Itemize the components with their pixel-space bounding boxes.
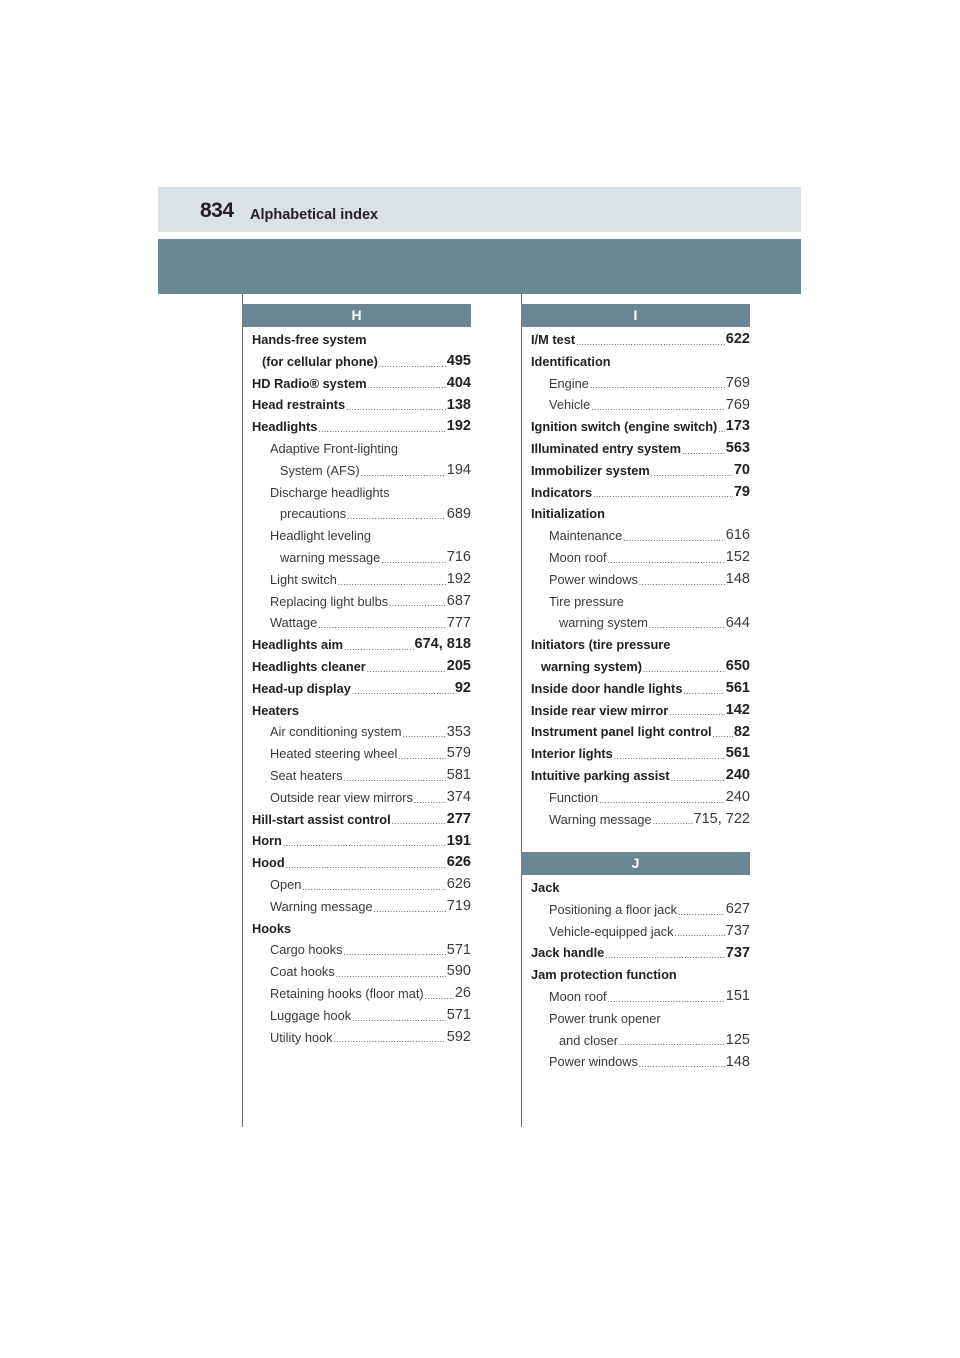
dot-leader — [590, 382, 725, 390]
entry-page: 92 — [454, 680, 471, 697]
dot-leader — [368, 382, 446, 390]
entry-page: 590 — [446, 963, 471, 980]
dot-leader — [678, 909, 725, 917]
entry-page: 644 — [725, 614, 750, 631]
entry-label: Heated steering wheel — [270, 746, 398, 762]
entry-page: 148 — [725, 571, 750, 588]
entry-page: 627 — [725, 901, 750, 918]
section-letter-i: I — [521, 304, 750, 327]
index-entry — [252, 981, 471, 1003]
index-entry — [531, 962, 750, 984]
index-entry — [252, 436, 471, 458]
entry-page: 138 — [446, 396, 471, 413]
entry-label: Adaptive Front-lighting — [270, 440, 399, 456]
index-entry — [252, 523, 471, 545]
dot-leader — [398, 753, 445, 761]
index-entry — [531, 392, 750, 414]
index-entry — [252, 807, 471, 829]
dot-leader — [576, 339, 725, 347]
dot-leader — [591, 404, 725, 412]
entry-label: Power trunk opener — [549, 1010, 661, 1026]
index-entry — [531, 523, 750, 545]
dot-leader — [361, 470, 446, 478]
entry-page: 715, 722 — [693, 810, 750, 827]
entry-label: I/M test — [531, 332, 576, 347]
entry-page: 674, 818 — [414, 636, 471, 653]
index-entry — [252, 741, 471, 763]
right-column-rule — [521, 294, 522, 1127]
dot-leader — [381, 557, 446, 565]
entry-page: 579 — [446, 745, 471, 762]
index-entry — [531, 741, 750, 763]
entry-label: Headlights aim — [252, 637, 344, 653]
entry-label: Intuitive parking assist — [531, 767, 670, 783]
section-letter-h: H — [242, 304, 471, 327]
dot-leader — [653, 818, 693, 826]
dot-leader — [619, 1039, 725, 1047]
index-entry — [252, 763, 471, 785]
entry-page: 173 — [725, 418, 750, 435]
dot-leader — [334, 1036, 446, 1044]
entry-page: 277 — [446, 810, 471, 827]
entry-label: Initialization — [531, 506, 605, 522]
dot-leader — [379, 361, 446, 369]
entry-label: Immobilizer system — [531, 462, 650, 478]
dot-leader — [608, 996, 725, 1004]
dot-leader — [605, 952, 725, 960]
entry-page: 622 — [725, 331, 750, 348]
entry-label: Hooks — [252, 920, 292, 936]
index-entry — [252, 1003, 471, 1025]
dot-leader — [639, 579, 725, 587]
index-entry — [252, 959, 471, 981]
entry-label: Headlight leveling — [270, 528, 372, 544]
dot-leader — [414, 797, 446, 805]
entry-page: 561 — [725, 745, 750, 762]
entry-page: 777 — [446, 614, 471, 631]
dot-leader — [713, 731, 733, 739]
entry-label: Illuminated entry system — [531, 440, 682, 456]
index-entry — [252, 327, 471, 349]
index-entry — [252, 480, 471, 502]
index-entry — [531, 1006, 750, 1028]
entry-list-i — [531, 327, 750, 828]
dot-leader — [347, 513, 446, 521]
dot-leader — [338, 579, 446, 587]
entry-label: Indicators — [531, 484, 593, 500]
entry-page: 194 — [446, 462, 471, 479]
entry-label: Luggage hook — [270, 1007, 352, 1023]
entry-label: Function — [549, 789, 599, 805]
entry-label: Utility hook — [270, 1029, 333, 1045]
index-entry — [531, 610, 750, 632]
entry-label: Coat hooks — [270, 964, 335, 980]
dot-leader — [599, 797, 725, 805]
entry-label: Positioning a floor jack — [549, 901, 678, 917]
dot-leader — [403, 731, 446, 739]
index-entry — [531, 897, 750, 919]
entry-label: Air conditioning system — [270, 724, 402, 740]
entry-label: System (AFS) — [280, 462, 360, 478]
entry-page: 353 — [446, 723, 471, 740]
index-entry — [252, 828, 471, 850]
entry-page: 626 — [446, 854, 471, 871]
index-entry — [531, 327, 750, 349]
entry-page: 687 — [446, 592, 471, 609]
entry-page: 737 — [725, 922, 750, 939]
entry-label: Inside rear view mirror — [531, 702, 669, 718]
entry-label: Wattage — [270, 615, 318, 631]
entry-label: Power windows — [549, 1054, 638, 1070]
entry-page: 148 — [725, 1053, 750, 1070]
index-entry — [252, 501, 471, 523]
entry-label: warning message — [280, 549, 381, 565]
entry-label: Tire pressure — [549, 593, 624, 609]
entry-page: 716 — [446, 549, 471, 566]
dot-leader — [346, 404, 446, 412]
entry-page: 650 — [725, 658, 750, 675]
entry-label: (for cellular phone) — [262, 353, 378, 369]
entry-page: 689 — [446, 505, 471, 522]
entry-label: Jack — [531, 880, 560, 895]
entry-page: 125 — [725, 1031, 750, 1048]
entry-page: 626 — [446, 876, 471, 893]
entry-page: 240 — [725, 789, 750, 806]
entry-page: 592 — [446, 1028, 471, 1045]
entry-label: Engine — [549, 375, 589, 391]
entry-page: 142 — [725, 701, 750, 718]
index-entry — [531, 875, 750, 897]
entry-label: Seat heaters — [270, 767, 343, 783]
index-entry — [252, 1025, 471, 1047]
entry-label: and closer — [559, 1032, 619, 1048]
index-entry — [531, 501, 750, 523]
dot-leader — [671, 775, 725, 783]
entry-label: Interior lights — [531, 746, 613, 762]
dot-leader — [608, 557, 725, 565]
entry-label: Horn — [252, 833, 282, 849]
index-entry — [252, 850, 471, 872]
header-band — [158, 239, 801, 294]
entry-page: 374 — [446, 789, 471, 806]
entry-list-j — [531, 875, 750, 1071]
dot-leader — [639, 1061, 725, 1069]
entry-label: Jam protection function — [531, 967, 677, 983]
entry-page: 495 — [446, 353, 471, 370]
entry-label: warning system) — [541, 658, 642, 674]
entry-label: Ignition switch (engine switch) — [531, 419, 718, 435]
index-entry — [531, 632, 750, 654]
entry-page: 581 — [446, 767, 471, 784]
index-entry — [252, 545, 471, 567]
index-entry — [531, 984, 750, 1006]
index-entry — [531, 414, 750, 436]
index-entry — [531, 545, 750, 567]
dot-leader — [374, 906, 446, 914]
page-number: 834 — [200, 199, 234, 222]
entry-page: 737 — [725, 944, 750, 961]
entry-label: Vehicle — [549, 397, 591, 413]
entry-page: 404 — [446, 374, 471, 391]
dot-leader — [649, 622, 725, 630]
entry-label: Instrument panel light control — [531, 724, 712, 740]
entry-label: Heaters — [252, 702, 299, 718]
dot-leader — [593, 491, 733, 499]
entry-label: Cargo hooks — [270, 942, 343, 958]
dot-leader — [389, 600, 446, 608]
entry-label: Moon roof — [549, 988, 607, 1004]
dot-leader — [352, 688, 454, 696]
entry-label: Hands-free system — [252, 332, 367, 347]
entry-label: warning system — [559, 615, 648, 631]
index-entry — [531, 676, 750, 698]
entry-label: Headlights — [252, 419, 318, 435]
entry-label: Vehicle-equipped jack — [549, 923, 674, 939]
index-entry — [531, 940, 750, 962]
index-entry — [252, 632, 471, 654]
entry-label: Initiators (tire pressure — [531, 637, 671, 653]
dot-leader — [344, 644, 414, 652]
dot-leader — [283, 840, 446, 848]
dot-leader — [286, 862, 446, 870]
entry-page: 151 — [725, 988, 750, 1005]
page-header — [158, 187, 801, 232]
entry-label: Inside door handle lights — [531, 680, 683, 696]
left-column-rule — [242, 294, 243, 1127]
index-entry — [531, 785, 750, 807]
entry-label: Warning message — [549, 811, 652, 827]
entry-page: 192 — [446, 418, 471, 435]
entry-label: Replacing light bulbs — [270, 593, 389, 609]
entry-label: Head restraints — [252, 397, 346, 413]
index-entry — [531, 654, 750, 676]
index-entry — [252, 654, 471, 676]
entry-page: 719 — [446, 898, 471, 915]
entry-page: 571 — [446, 1007, 471, 1023]
index-entry — [531, 371, 750, 393]
entry-label: precautions — [280, 506, 347, 522]
index-entry — [531, 567, 750, 589]
entry-label: Retaining hooks (floor mat) — [270, 985, 424, 1001]
dot-leader — [675, 930, 725, 938]
dot-leader — [683, 688, 724, 696]
entry-page: 205 — [446, 658, 471, 675]
dot-leader — [344, 949, 446, 957]
entry-label: Head-up display — [252, 680, 351, 696]
entry-label: Jack handle — [531, 945, 605, 961]
entry-page: 191 — [446, 832, 471, 849]
dot-leader — [318, 622, 446, 630]
index-entry — [252, 698, 471, 720]
index-entry — [252, 458, 471, 480]
index-entry — [531, 1028, 750, 1050]
index-entry — [252, 872, 471, 894]
index-entry — [531, 589, 750, 611]
entry-label: Discharge headlights — [270, 484, 390, 500]
index-entry — [252, 719, 471, 741]
entry-label: Light switch — [270, 571, 337, 587]
entry-page: 616 — [725, 527, 750, 544]
index-entry — [252, 894, 471, 916]
index-entry — [252, 785, 471, 807]
section-letter-j: J — [521, 852, 750, 875]
entry-page: 240 — [725, 767, 750, 784]
dot-leader — [336, 971, 446, 979]
entry-page: 70 — [733, 462, 750, 479]
index-entry — [252, 610, 471, 632]
dot-leader — [392, 818, 446, 826]
entry-label: HD Radio® system — [252, 375, 367, 391]
entry-label: Power windows — [549, 571, 638, 587]
index-entry — [252, 392, 471, 414]
dot-leader — [352, 1015, 446, 1023]
entry-list-h — [252, 327, 471, 1046]
dot-leader — [367, 666, 446, 674]
entry-page: 152 — [725, 549, 750, 566]
index-entry — [531, 698, 750, 720]
dot-leader — [623, 535, 725, 543]
dot-leader — [718, 426, 725, 434]
entry-page: 561 — [725, 680, 750, 697]
entry-label: Open — [270, 876, 302, 892]
dot-leader — [344, 775, 446, 783]
index-entry — [252, 567, 471, 589]
entry-page: 769 — [725, 396, 750, 413]
entry-page: 26 — [454, 985, 471, 1002]
dot-leader — [614, 753, 725, 761]
entry-label: Warning message — [270, 898, 373, 914]
index-entry — [531, 480, 750, 502]
index-entry — [252, 349, 471, 371]
index-entry — [252, 414, 471, 436]
entry-label: Hood — [252, 855, 285, 871]
entry-label: Hill-start assist control — [252, 811, 391, 827]
dot-leader — [643, 666, 725, 674]
entry-label: Outside rear view mirrors — [270, 789, 413, 805]
dot-leader — [651, 470, 733, 478]
index-entry — [252, 937, 471, 959]
dot-leader — [669, 709, 725, 717]
dot-leader — [682, 448, 725, 456]
page-title: Alphabetical index — [250, 207, 379, 223]
index-entry — [531, 807, 750, 829]
entry-page: 769 — [725, 374, 750, 391]
index-entry — [531, 1049, 750, 1071]
entry-page: 563 — [725, 440, 750, 457]
entry-label: Identification — [531, 353, 611, 369]
dot-leader — [318, 426, 445, 434]
entry-page: 571 — [446, 941, 471, 958]
index-entry — [252, 371, 471, 393]
index-entry — [252, 589, 471, 611]
dot-leader — [425, 993, 454, 1001]
index-entry — [531, 763, 750, 785]
index-entry — [252, 676, 471, 698]
entry-label: Moon roof — [549, 549, 607, 565]
entry-page: 79 — [733, 483, 750, 500]
index-entry — [531, 719, 750, 741]
index-entry — [252, 916, 471, 938]
entry-label: Headlights cleaner — [252, 658, 366, 674]
entry-label: Maintenance — [549, 528, 623, 544]
entry-page: 192 — [446, 571, 471, 588]
index-entry — [531, 458, 750, 480]
dot-leader — [302, 884, 445, 892]
index-entry — [531, 349, 750, 371]
entry-page: 82 — [733, 723, 750, 740]
index-entry — [531, 436, 750, 458]
index-entry — [531, 919, 750, 941]
